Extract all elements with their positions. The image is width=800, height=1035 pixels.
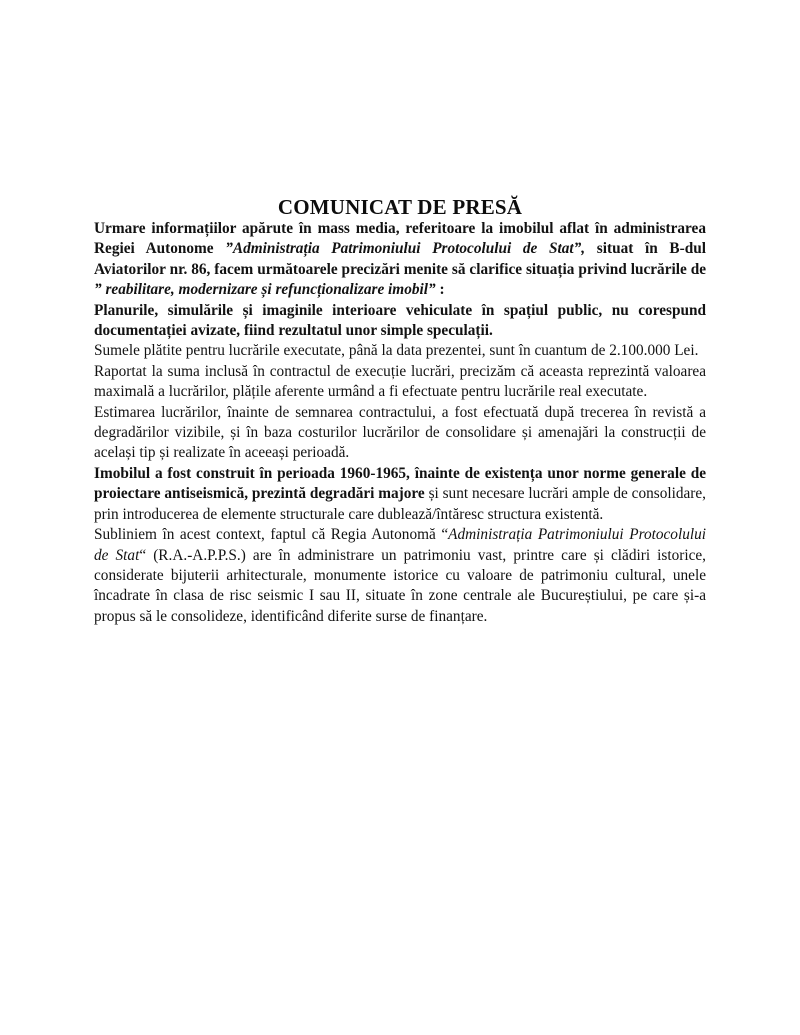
text-run: Planurile, simulările și imaginile interioare vehiculate în spațiul public, nu corespund documentației avizate, fiind rezultatul unor simple speculații. — [94, 301, 706, 340]
paragraph-contract-amount — [94, 362, 706, 403]
text-run-italic: Administrația Patrimoniului Protocolului de Stat — [94, 526, 706, 564]
text-run-bold: Imobilul a fost construit în perioada 1960-1965, înainte de existența unor norme generale de proiectare antiseismică, prezintă degradări majore — [94, 464, 706, 503]
text-run: “ (R.A.-A.P.P.S.) are în administrare un patrimoniu vast, printre care și clădiri istorice, considerate bijuterii arhitecturale, monumente istorice cu valoare de patrimoniu cultural, unele încadrate în clasa de risc seismic I sau II, situate în zone centrale ale Bucureștiului, pe care și-a propus să le consolideze, identificând diferite surse de finanțare. — [94, 546, 707, 625]
text-run: și sunt necesare lucrări ample de consolidare, prin introducerea de elemente structurale care dublează/întăresc structura existentă. — [94, 485, 707, 523]
document-content — [94, 0, 706, 627]
text-run: Sumele plătite pentru lucrările executate, până la data prezentei, sunt în cuantum de 2.100.000 Lei. — [94, 342, 699, 360]
paragraph-sums-paid — [94, 341, 706, 361]
paragraph-estimation — [94, 403, 706, 464]
text-run: Urmare informațiilor apărute în mass media, referitoare la imobilul aflat în administrarea Regiei Autonome — [94, 220, 706, 258]
text-run: Estimarea lucrărilor, înainte de semnarea contractului, a fost efectuată după trecerea în revistă a degradărilor vizibile, și în baza costurilor lucrărilor de consolidare și amenajări la construcții de același tip și realizate în aceeași perioadă. — [94, 403, 706, 462]
text-run: : — [435, 281, 445, 299]
page-title: COMUNICAT DE PRESĂ — [277, 195, 523, 219]
paragraph-intro — [94, 219, 706, 301]
text-run: Subliniem în acest context, faptul că Regia Autonomă “ — [94, 526, 449, 544]
text-run-italic: ”Administrația Patrimoniului Protocolului de Stat”, — [225, 240, 586, 258]
paragraph-context — [94, 525, 706, 627]
paragraph-building-condition — [94, 464, 706, 525]
paragraph-speculations — [94, 301, 706, 342]
text-run: Raportat la suma inclusă în contractul de execuție lucrări, precizăm că aceasta reprezintă valoarea maximală a lucrărilor, plățile aferente urmând a fi efectuate pentru lucrările real executate. — [94, 362, 706, 401]
text-run-italic: ” reabilitare, modernizare și refuncționalizare imobil” — [94, 281, 436, 299]
text-run: situat în B-dul Aviatorilor nr. 86, facem următoarele precizări menite să clarifice situația privind lucrările de — [94, 240, 706, 278]
